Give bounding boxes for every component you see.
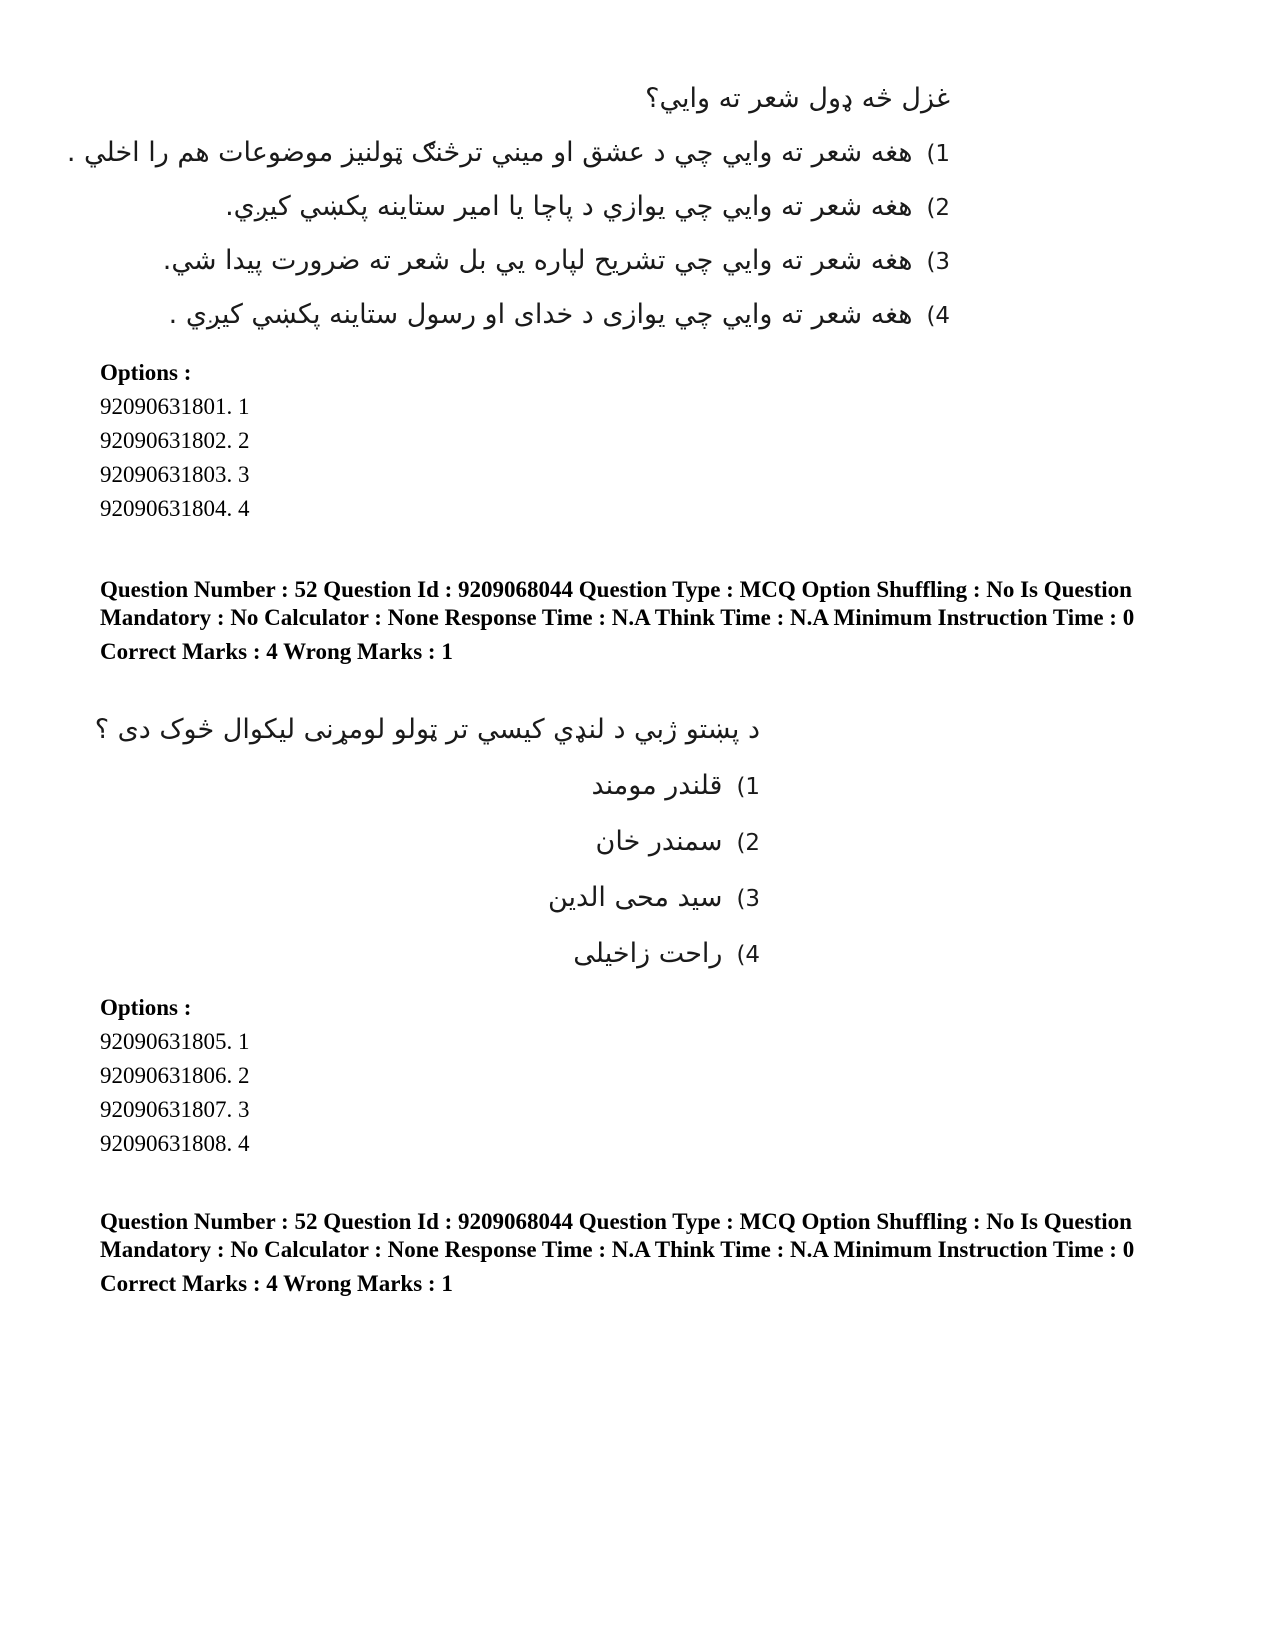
question-meta-a (100, 576, 1180, 666)
question-details: Question Number : 52 Question Id : 9209068044 Question Type : MCQ Option Shuffling : No Is Question Mandatory : No Calculator : None Response Time : N.A Think Time : N.A Minimum Instruction Time : 0 (100, 577, 1135, 630)
choice-1: 1)قلندر مومند (591, 770, 760, 801)
choice-2: 2)سمندر خان (595, 826, 760, 857)
options-label: Options : (100, 360, 192, 385)
choice-3: 3)سيد محی الدين (547, 882, 760, 913)
question-stem: غزل څه ډول شعر ته وايي؟ (645, 83, 950, 114)
options-label: Options : (100, 995, 192, 1020)
option-item: 92090631807. 3 (100, 1097, 250, 1122)
question-stem: د پښتو ژبي د لنډي کيسي تر ټولو لومړنی ليکوال څوک دی ؟ (94, 714, 760, 745)
choice-4: 4)هغه شعر ته وايي چي يوازی د خدای او رسول ستاينه پکښي کيږي . (168, 299, 950, 330)
question-marks: Correct Marks : 4 Wrong Marks : 1 (100, 1271, 453, 1296)
option-item: 92090631806. 2 (100, 1063, 250, 1088)
question-image-b (94, 702, 760, 982)
options-list-b (100, 991, 250, 1161)
question-meta-b (100, 1208, 1180, 1298)
options-list-a (100, 356, 250, 526)
question-marks: Correct Marks : 4 Wrong Marks : 1 (100, 639, 453, 664)
option-item: 92090631804. 4 (100, 496, 250, 521)
question-image-a (66, 72, 950, 342)
option-item: 92090631808. 4 (100, 1131, 250, 1156)
option-item: 92090631803. 3 (100, 462, 250, 487)
choice-1: 1)هغه شعر ته وايي چي د عشق او ميني ترڅنګ ټولنيز موضوعات هم را اخلي . (66, 137, 950, 168)
option-item: 92090631801. 1 (100, 394, 250, 419)
option-item: 92090631802. 2 (100, 428, 250, 453)
choice-2: 2)هغه شعر ته وايي چي يوازي د پاچا يا امير ستاينه پکښي کيږي. (225, 191, 950, 222)
choice-3: 3)هغه شعر ته وايي چي تشريح لپاره يي بل شعر ته ضرورت پيدا شي. (162, 245, 950, 276)
option-item: 92090631805. 1 (100, 1029, 250, 1054)
question-details: Question Number : 52 Question Id : 9209068044 Question Type : MCQ Option Shuffling : No Is Question Mandatory : No Calculator : None Response Time : N.A Think Time : N.A Minimum Instruction Time : 0 (100, 1209, 1135, 1262)
choice-4: 4)راحت زاخيلی (573, 938, 760, 969)
